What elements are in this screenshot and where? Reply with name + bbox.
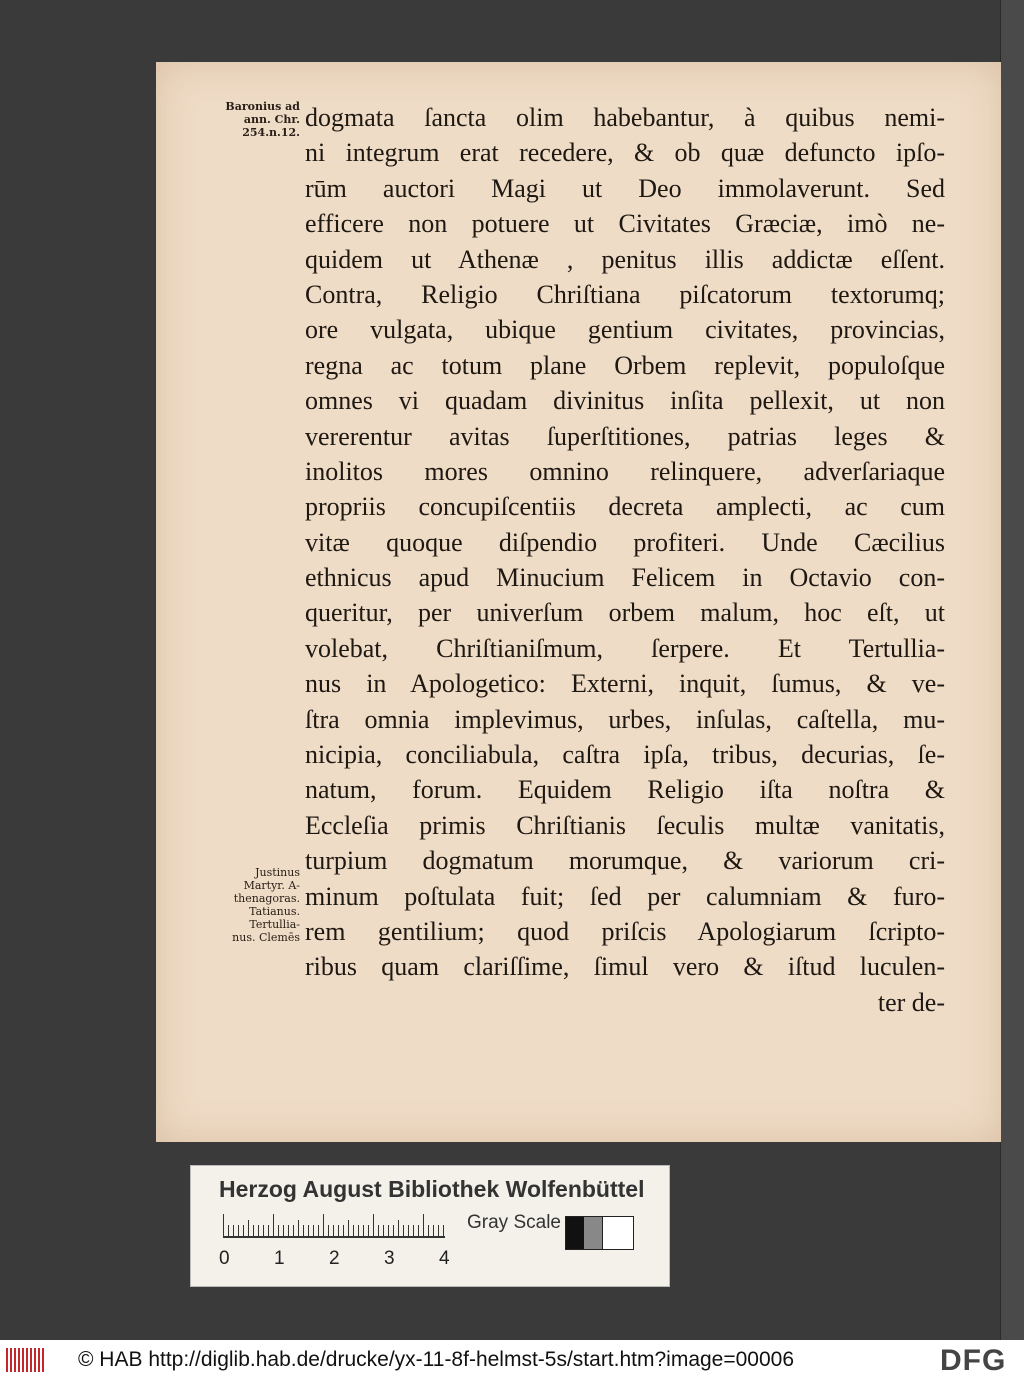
ruler-number: 4 [439,1248,450,1269]
text-line: regna ac totum plane Orbem replevit, populoſque [305,350,945,380]
ruler-tick [398,1220,399,1236]
gray-swatch-black [565,1216,585,1250]
ruler-tick [388,1225,389,1236]
ruler-number: 3 [384,1248,395,1269]
text-line: nicipia, conciliabula, caſtra ipſa, tribus, decurias, ſe- [305,740,945,770]
text-line: ni integrum erat recedere, & ob quæ defuncto ipſo- [305,138,945,168]
card-title: Herzog August Bibliothek Wolfenbüttel [219,1176,645,1202]
text-line: queritur, per univerſum orbem malum, hoc eſt, ut [305,598,945,628]
text-line: rem gentilium; quod priſcis Apologiarum ſcripto- [305,916,945,946]
ruler-tick [278,1225,279,1236]
viewer-footer [0,1340,1024,1379]
ruler-tick [348,1220,349,1236]
ruler-tick [353,1225,354,1236]
ruler-tick [438,1225,439,1236]
ruler-tick [358,1225,359,1236]
ruler-tick [298,1220,299,1236]
ruler-tick [328,1225,329,1236]
text-line: rūm auctori Magi ut Deo immolaverunt. Sed [305,173,945,203]
ruler-tick [368,1225,369,1236]
gray-swatch-gray [584,1216,603,1250]
ruler-tick [228,1225,229,1236]
ruler-tick [263,1225,264,1236]
ruler-tick [338,1225,339,1236]
ruler-number: 1 [274,1248,285,1269]
margin-note-justinus: Justinus Martyr. A- thenagoras. Tatianus. Tertullia- nus. Clemēs [232,866,300,944]
text-line: vererentur avitas ſuperſtitiones, patrias leges & [305,421,945,451]
ruler-tick [403,1225,404,1236]
ruler-tick [318,1225,319,1236]
ruler-tick [223,1214,224,1236]
text-line: dogmata ſancta olim habebantur, à quibus nemi- [305,103,945,132]
catchword: ter de- [877,987,945,1017]
ruler-tick [248,1220,249,1236]
gray-swatch-white [603,1216,634,1250]
ruler-tick [303,1225,304,1236]
ruler-tick [333,1225,334,1236]
ruler-tick [378,1225,379,1236]
text-line: inolitos mores omnino relinquere, adverſariaque [305,456,945,486]
ruler-tick [323,1214,324,1236]
text-line: Eccleſia primis Chriſtianis ſeculis multæ vanitatis, [305,810,945,840]
text-line: quidem ut Athenæ , penitus illis addictæ eſſent. [305,244,945,274]
ruler-tick [413,1225,414,1236]
ruler-tick [283,1225,284,1236]
ruler-tick [363,1225,364,1236]
ruler-scale [223,1214,445,1238]
ruler-tick [238,1225,239,1236]
ruler-number: 2 [329,1248,340,1269]
text-line: ſtra omnia implevimus, urbes, inſulas, caſtella, mu- [305,704,945,734]
ruler-tick [273,1214,274,1236]
text-line: efficere non potuere ut Civitates Græciæ, imò ne- [305,209,945,239]
hab-logo-icon [6,1348,46,1372]
ruler-tick [423,1214,424,1236]
text-line: nus in Apologetico: Externi, inquit, ſumus, & ve- [305,669,945,699]
dfg-logo: DFG [940,1344,1007,1377]
ruler-tick [253,1225,254,1236]
text-line: natum, forum. Equidem Religio iſta noſtra & [305,775,945,805]
ruler-number: 0 [219,1248,230,1269]
ruler-tick [433,1225,434,1236]
ruler-tick [393,1225,394,1236]
ruler-tick [293,1225,294,1236]
copyright-url[interactable]: © HAB http://diglib.hab.de/drucke/yx-11-8f-helmst-5s/start.htm?image=00006 [78,1348,795,1371]
ruler-tick [288,1225,289,1236]
text-line: Contra, Religio Chriſtiana piſcatorum textorumq; [305,279,945,309]
ruler-tick [233,1225,234,1236]
ruler-tick [308,1225,309,1236]
text-line: volebat, Chriſtianiſmum, ſerpere. Et Tertullia- [305,633,945,663]
text-line: ethnicus apud Minucium Felicem in Octavio con- [305,563,945,593]
text-line: ore vulgata, ubique gentium civitates, provincias, [305,315,945,345]
text-line: minum poſtulata fuit; ſed per calumniam & furo- [305,881,945,911]
text-line: ribus quam clariſſime, ſimul vero & iſtud luculen- [305,952,945,982]
ruler-tick [313,1225,314,1236]
book-spine [1000,0,1024,1340]
ruler-tick [383,1225,384,1236]
gray-scale-label: Gray Scale [467,1212,561,1233]
margin-note-baronius: Baronius ad ann. Chr. 254.n.12. [225,100,300,139]
text-line: vitæ quoque diſpendio profiteri. Unde Cæcilius [305,527,945,557]
body-text [305,100,945,1020]
ruler-tick [258,1225,259,1236]
ruler-tick [373,1214,374,1236]
ruler-tick [408,1225,409,1236]
text-line: turpium dogmatum morumque, & variorum cri- [305,846,945,876]
ruler-tick [418,1225,419,1236]
ruler-tick [243,1225,244,1236]
library-color-card [190,1165,670,1287]
text-line: propriis concupiſcentiis decreta amplecti, ac cum [305,492,945,522]
text-line: omnes vi quadam divinitus inſita pellexit, ut non [305,386,945,416]
ruler-tick [443,1225,444,1236]
ruler-tick [343,1225,344,1236]
ruler-tick [268,1225,269,1236]
ruler-tick [428,1225,429,1236]
